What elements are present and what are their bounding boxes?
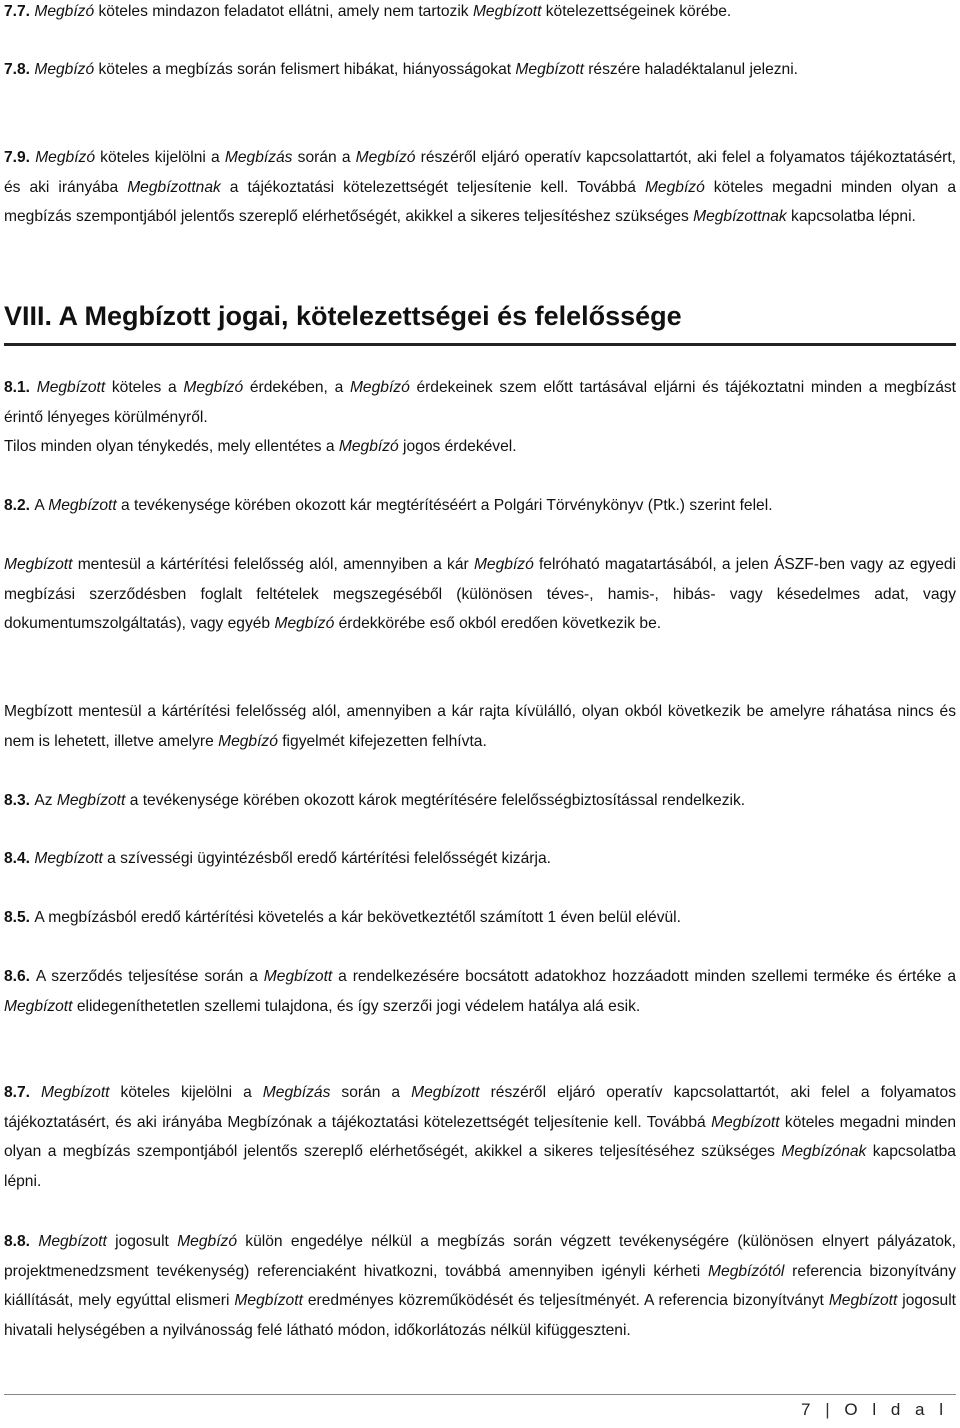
party-term: Megbízó xyxy=(274,615,335,632)
footer-divider xyxy=(4,1394,956,1395)
party-term: Megbízás xyxy=(262,1084,331,1101)
party-term: Megbízó xyxy=(355,149,416,166)
text-run: elidegeníthetetlen szellemi tulajdona, és így szerzői jogi védelem hatálya alá esik. xyxy=(72,997,641,1015)
paragraph-8-2-mentesul-2 xyxy=(4,697,956,756)
party-term: Megbízott xyxy=(828,1292,898,1309)
text-run: köteles a megbízás során felismert hibákat, hiányosságokat xyxy=(94,61,516,78)
section-number: 7.7. xyxy=(4,3,35,20)
party-term: Megbízott xyxy=(56,792,126,809)
party-term: Megbízó xyxy=(35,149,95,166)
section-heading: VIII. A Megbízott jogai, kötelezettségei és felelőssége xyxy=(4,301,682,331)
paragraph-8-6 xyxy=(4,962,956,1021)
paragraph-8-7 xyxy=(4,1078,956,1196)
section-number: 8.8. xyxy=(4,1233,39,1250)
party-term: Megbízó xyxy=(34,3,95,20)
party-term: Megbízott xyxy=(38,1233,107,1250)
party-term: Megbízott xyxy=(48,497,117,514)
text-run: köteles megadni minden olyan a megbízás szempontjából jelentős szereplő elérhetőségét, akikkel a sikeres teljesítéséhez szükséges xyxy=(4,1113,956,1160)
text-run: során a xyxy=(330,1084,412,1101)
text-run: részéről eljáró operatív kapcsolattartót, aki felel a folyamatos tájékoztatásért, és aki irányába Megbízónak a tájékoztatási kötelezettségét teljesítenie kell. Továbbá xyxy=(4,1084,956,1131)
text-run: felróható magatartásából, a jelen ÁSZF-ben vagy az egyedi megbízási szerződésben foglalt feltételek megszegéséből (különösen téves-, hamis-, hibás- vagy késedelmes adat, vagy dokumentumszolgáltatás), vagy egyéb xyxy=(4,556,957,632)
text-run: a tájékoztatási kötelezettségét teljesítenie kell. Továbbá xyxy=(220,178,645,196)
heading-underline xyxy=(4,343,956,346)
text-run: a szívességi ügyintézésből eredő kártérítési felelősségét kizárja. xyxy=(102,850,551,867)
text-run: érdekében, a xyxy=(243,379,350,396)
section-number: 8.1. xyxy=(4,379,37,396)
text-run: mentesül a kártérítési felelősség alól, amennyiben a kár xyxy=(72,556,474,573)
text-run: A szerződés teljesítése során a xyxy=(35,968,264,985)
text-run: köteles kijelölni a xyxy=(109,1084,263,1101)
footer-separator: | xyxy=(825,1400,835,1419)
text-run: köteles megadni minden olyan a megbízás szempontjából jelentős szereplő elérhetőségét, akikkel a sikeres teljesítéshez szükséges xyxy=(4,178,957,225)
party-term: Megbízottnak xyxy=(693,208,787,225)
page-number: 7 xyxy=(801,1400,816,1419)
text-run: részéről eljáró operatív kapcsolattartót, aki felel a folyamatos tájékoztatásért, és aki irányába xyxy=(4,149,956,196)
text-run: érdekkörébe eső okból eredően következik be. xyxy=(334,615,662,632)
section-number: 8.3. xyxy=(4,792,35,809)
party-term: Megbízó xyxy=(338,438,399,455)
party-term: Megbízás xyxy=(224,149,293,166)
text-run: eredményes közreműködését és teljesítményét. A referencia bizonyítványt xyxy=(302,1292,829,1309)
party-term: Megbízó xyxy=(473,556,534,573)
party-term: Megbízott xyxy=(263,968,333,985)
party-term: Megbízó xyxy=(349,379,410,396)
party-term: Megbízó xyxy=(34,61,95,78)
text-run: jogosult xyxy=(106,1233,178,1250)
paragraph-8-2 xyxy=(4,491,956,521)
text-run: jogos érdekével. xyxy=(398,438,517,455)
text-run: kapcsolatba lépni. xyxy=(786,208,916,225)
text-run: Megbízott mentesül a kártérítési felelősség alól, amennyiben a kár rajta kívülálló, olyan okból következik be amelyre ráhatása nincs és nem is lehetett, illetve amelyre xyxy=(4,703,956,750)
paragraph-8-1-tilos xyxy=(4,432,956,462)
paragraph-8-4 xyxy=(4,844,956,874)
party-term: Megbízó xyxy=(183,379,244,396)
text-run: figyelmét kifejezetten felhívta. xyxy=(277,732,487,750)
section-number: 8.6. xyxy=(4,968,36,985)
party-term: Megbízó xyxy=(644,178,705,196)
text-run: köteles kijelölni a xyxy=(95,149,225,166)
paragraph-8-5 xyxy=(4,903,956,933)
text-run: A xyxy=(34,497,49,514)
text-run: a tevékenysége körében okozott károk megtérítésére felelősségbiztosítással rendelkezik. xyxy=(125,792,746,809)
text-run: a tevékenysége körében okozott kár megtérítéséért a Polgári Törvénykönyv (Ptk.) szerint felel. xyxy=(116,497,773,514)
text-run: kötelezettségeinek körébe. xyxy=(541,3,732,20)
section-number: 7.9. xyxy=(4,149,36,166)
party-term: Megbízótól xyxy=(708,1262,785,1280)
text-run: Az xyxy=(34,792,57,809)
party-term: Megbízónak xyxy=(781,1143,867,1160)
section-number: 8.5. xyxy=(4,909,35,926)
paragraph-7-9 xyxy=(4,143,956,232)
party-term: Megbízott xyxy=(4,556,73,573)
paragraph-7-7 xyxy=(4,0,956,27)
page-footer xyxy=(801,1400,948,1420)
text-run: külön engedélye nélkül a megbízás során végzett tevékenységére (különösen elnyert pályázatok, projektmenedzsment tevékenység) referenciaként hivatkozni, továbbá amennyiben igényli kérheti xyxy=(4,1233,957,1280)
text-run: a rendelkezésére bocsátott adatokhoz hozzáadott minden szellemi terméke és értéke a xyxy=(332,968,957,985)
text-run: részére haladéktalanul jelezni. xyxy=(583,61,799,78)
paragraph-8-2-mentesul xyxy=(4,550,956,639)
party-term: Megbízott xyxy=(34,850,103,867)
party-term: Megbízott xyxy=(36,379,106,396)
text-run: kapcsolatba lépni. xyxy=(4,1143,956,1190)
party-term: Megbízott xyxy=(515,61,584,78)
paragraph-8-1 xyxy=(4,373,956,432)
party-term: Megbízott xyxy=(41,1084,110,1101)
party-term: Megbízott xyxy=(4,997,73,1015)
text-run: Tilos minden olyan ténykedés, mely ellentétes a xyxy=(4,438,339,455)
party-term: Megbízott xyxy=(711,1113,780,1131)
party-term: Megbízott xyxy=(234,1292,303,1309)
text-run: érdekeinek szem előtt tartásával eljárni és tájékoztatni minden a megbízást érintő lényeges körülményről. xyxy=(4,379,956,426)
paragraph-8-3 xyxy=(4,786,956,816)
text-run: jogosult hivatali helységében a nyilvánosság felé látható módon, időkorlátozás nélkül kifüggeszteni. xyxy=(4,1292,957,1339)
section-number: 7.8. xyxy=(4,61,35,78)
party-term: Megbízott xyxy=(472,3,542,20)
party-term: Megbízó xyxy=(218,732,278,750)
party-term: Megbízó xyxy=(177,1233,237,1250)
party-term: Megbízott xyxy=(411,1084,480,1101)
paragraph-8-8 xyxy=(4,1227,956,1345)
text-run: során a xyxy=(292,149,356,166)
page-label: O l d a l xyxy=(844,1400,948,1419)
section-number: 8.2. xyxy=(4,497,35,514)
party-term: Megbízottnak xyxy=(127,178,221,196)
section-number: 8.4. xyxy=(4,850,35,867)
text-run: A megbízásból eredő kártérítési követelés a kár bekövetkeztétől számított 1 éven belül elévül. xyxy=(34,909,681,926)
text-run: referencia bizonyítvány kiállítását, mely egyúttal elismeri xyxy=(4,1262,956,1309)
text-run: köteles mindazon feladatot ellátni, amely nem tartozik xyxy=(94,3,473,20)
section-number: 8.7. xyxy=(4,1084,42,1101)
text-run: köteles a xyxy=(105,379,184,396)
paragraph-7-8 xyxy=(4,55,956,85)
